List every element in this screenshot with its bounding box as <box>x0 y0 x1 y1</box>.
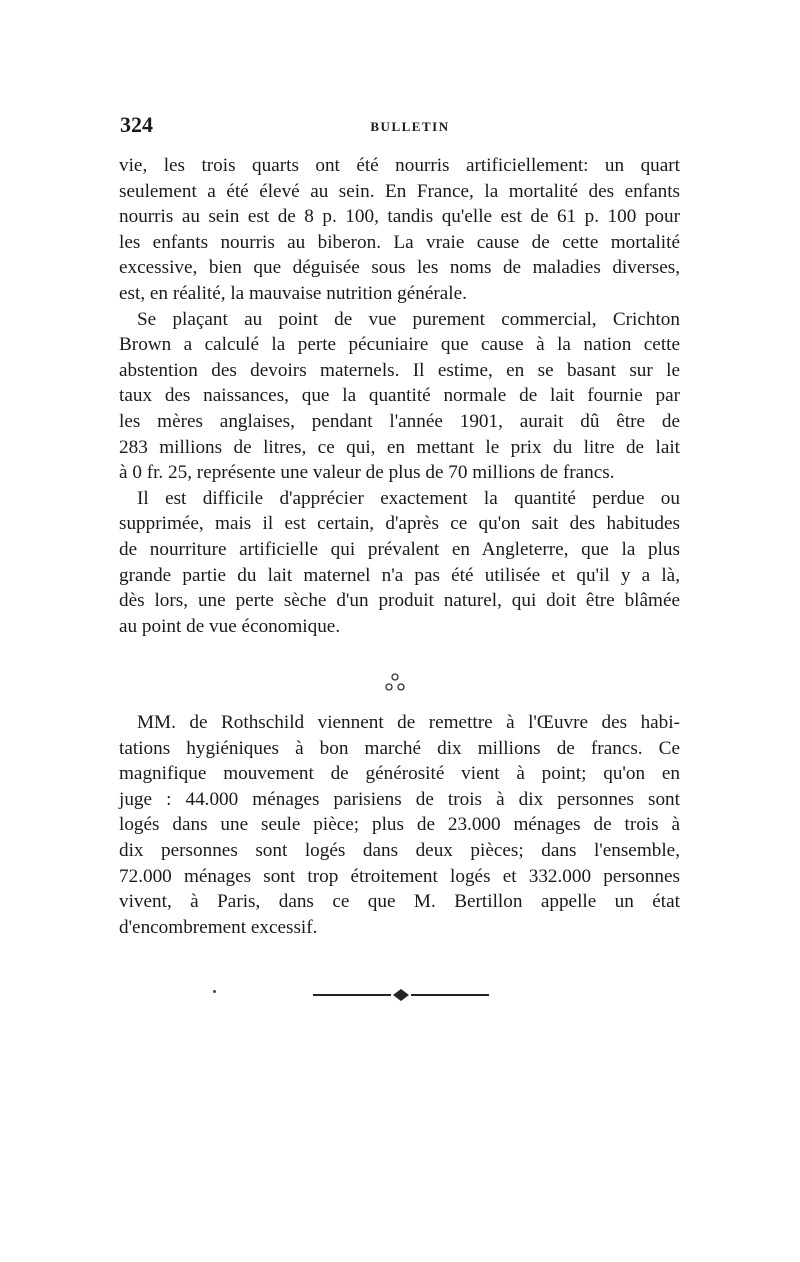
text-line: excessive, bien que déguisée sous les noms de maladies diverses, <box>119 257 680 279</box>
text-line: abstention des devoirs maternels. Il estime, en se basant sur le <box>119 359 680 381</box>
text-line: 72.000 ménages sont trop étroitement logés et 332.000 personnes <box>119 865 680 887</box>
text-line: nourris au sein est de 8 p. 100, tandis qu'elle est de 61 p. 100 pour <box>119 206 680 228</box>
text-line: Il est difficile d'apprécier exactement la quantité perdue ou <box>137 487 680 509</box>
text-line: à 0 fr. 25, représente une valeur de plus de 70 millions de francs. <box>119 462 615 484</box>
text-line: grande partie du lait maternel n'a pas été utilisée et qu'il y a là, <box>119 564 680 586</box>
page-number: 324 <box>120 112 153 137</box>
text-line: magnifique mouvement de générosité vient à point; qu'on en <box>119 763 680 785</box>
text-line: MM. de Rothschild viennent de remettre à l'Œuvre des habi- <box>137 712 680 733</box>
article-section-1 <box>119 153 680 639</box>
text-line: supprimée, mais il est certain, d'après ce qu'on sait des habitudes <box>119 513 680 535</box>
text-line: les enfants nourris au biberon. La vraie cause de cette mortalité <box>119 231 680 253</box>
text-line: est, en réalité, la mauvaise nutrition générale. <box>119 282 467 304</box>
text-line: Brown a calculé la perte pécuniaire que cause à la nation cette <box>119 334 680 356</box>
text-line: taux des naissances, que la quantité normale de lait fournie par <box>119 385 680 407</box>
text-line: juge : 44.000 ménages parisiens de trois à dix personnes sont <box>119 788 680 810</box>
text-line: 283 millions de litres, ce qui, en mettant le prix du litre de lait <box>119 436 680 458</box>
diamond-rule-icon <box>313 988 489 1002</box>
text-line: dix personnes sont logés dans deux pièces; dans l'ensemble, <box>119 839 680 861</box>
running-title: BULLETIN <box>370 119 450 134</box>
text-line: vie, les trois quarts ont été nourris artificiellement: un quart <box>119 155 680 176</box>
ink-speck <box>213 990 216 993</box>
text-line: vivent, à Paris, dans ce que M. Bertillon appelle un état <box>119 891 680 913</box>
text-line: tations hygiéniques à bon marché dix millions de francs. Ce <box>119 737 680 759</box>
text-line: logés dans une seule pièce; plus de 23.000 ménages de trois à <box>119 814 680 836</box>
text-line: seulement a été élevé au sein. En France, la mortalité des enfants <box>119 180 680 202</box>
text-line: d'encombrement excessif. <box>119 916 318 938</box>
article-section-2 <box>119 710 680 940</box>
text-line: au point de vue économique. <box>119 615 341 637</box>
text-line: dès lors, une perte sèche d'un produit naturel, qui doit être blâmée <box>119 590 680 612</box>
text-line: Se plaçant au point de vue purement commercial, Crichton <box>137 308 680 330</box>
text-line: de nourriture artificielle qui prévalent en Angleterre, que la plus <box>119 538 680 560</box>
text-line: les mères anglaises, pendant l'année 1901, aurait dû être de <box>119 410 680 432</box>
three-circles-icon <box>380 670 410 696</box>
